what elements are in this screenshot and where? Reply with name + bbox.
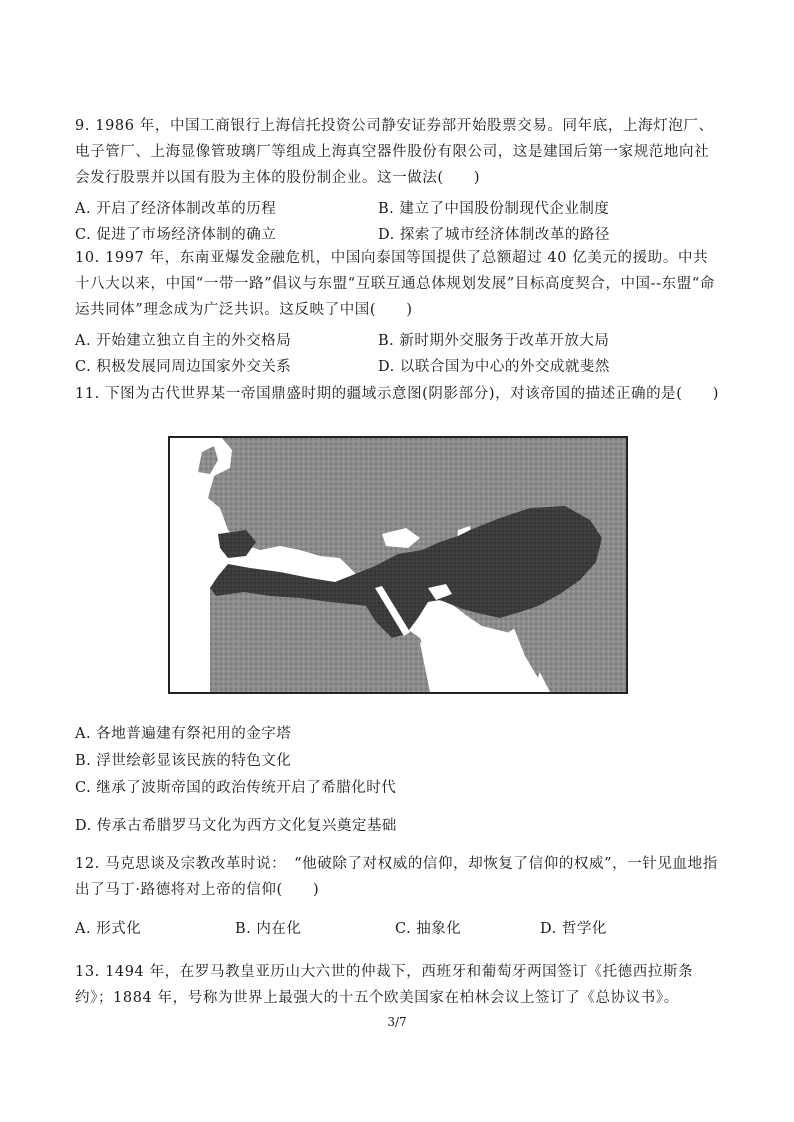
question-12-stem: 12. 马克思谈及宗教改革时说： “他破除了对权威的信仰，却恢复了信仰的权威”，一针见血地指出了马丁·路德将对上帝的信仰( ) [75,856,718,898]
question-9-option-a[interactable]: A. 开启了经济体制改革的历程 [75,201,277,217]
question-12-option-a[interactable]: A. 形式化 [75,921,142,937]
question-11-option-b[interactable]: B. 浮世绘彰显该民族的特色文化 [75,753,292,769]
page-number: 3/7 [387,1015,407,1029]
question-11-option-c[interactable]: C. 继承了波斯帝国的政治传统开启了希腊化时代 [75,780,397,796]
question-11-option-a[interactable]: A. 各地普遍建有祭祀用的金字塔 [75,726,292,742]
question-11-stem: 11. 下图为古代世界某一帝国鼎盛时期的疆域示意图(阴影部分)，对该帝国的描述正确的是( ) [75,386,719,402]
question-9-option-c[interactable]: C. 促进了市场经济体制的确立 [75,227,277,243]
question-11-option-d[interactable]: D. 传承古希腊罗马文化为西方文化复兴奠定基础 [75,818,397,834]
question-10-option-b[interactable]: B. 新时期外交服务于改革开放大局 [378,333,610,349]
empire-territory-map [168,436,628,694]
question-10-option-c[interactable]: C. 积极发展同周边国家外交关系 [75,359,292,375]
question-12-option-c[interactable]: C. 抽象化 [395,921,462,937]
question-10-option-d[interactable]: D. 以联合国为中心的外交成就斐然 [378,359,610,375]
world-map-illustration [170,438,626,692]
question-9-stem: 9. 1986 年，中国工商银行上海信托投资公司静安证券部开始股票交易。同年底，上海灯泡厂、电子管厂、上海显像管玻璃厂等组成上海真空器件股份有限公司，这是建国后第一家规范地向社会发行股票并以国有股为主体的股份制企业。这一做法( ) [75,118,714,186]
question-9-option-d[interactable]: D. 探索了城市经济体制改革的路径 [378,227,610,243]
question-12-option-d[interactable]: D. 哲学化 [540,921,607,937]
question-13-stem: 13. 1494 年，在罗马教皇亚历山大六世的仲裁下，西班牙和葡萄牙两国签订《托德西拉斯条约》；1884 年，号称为世界上最强大的十五个欧美国家在柏林会议上签订了《总协议书》。 [75,964,694,1006]
question-10-stem: 10. 1997 年，东南亚爆发金融危机，中国向泰国等国提供了总额超过 40 亿美元的援助。中共十八大以来，中国“一带一路”倡议与东盟“互联互通总体规划发展”目标高度契合，中国--东盟“命运共同体”理念成为广泛共识。这反映了中国( ) [75,250,715,318]
question-12-option-b[interactable]: B. 内在化 [235,921,302,937]
question-9-option-b[interactable]: B. 建立了中国股份制现代企业制度 [378,201,610,217]
question-10-option-a[interactable]: A. 开始建立独立自主的外交格局 [75,333,292,349]
